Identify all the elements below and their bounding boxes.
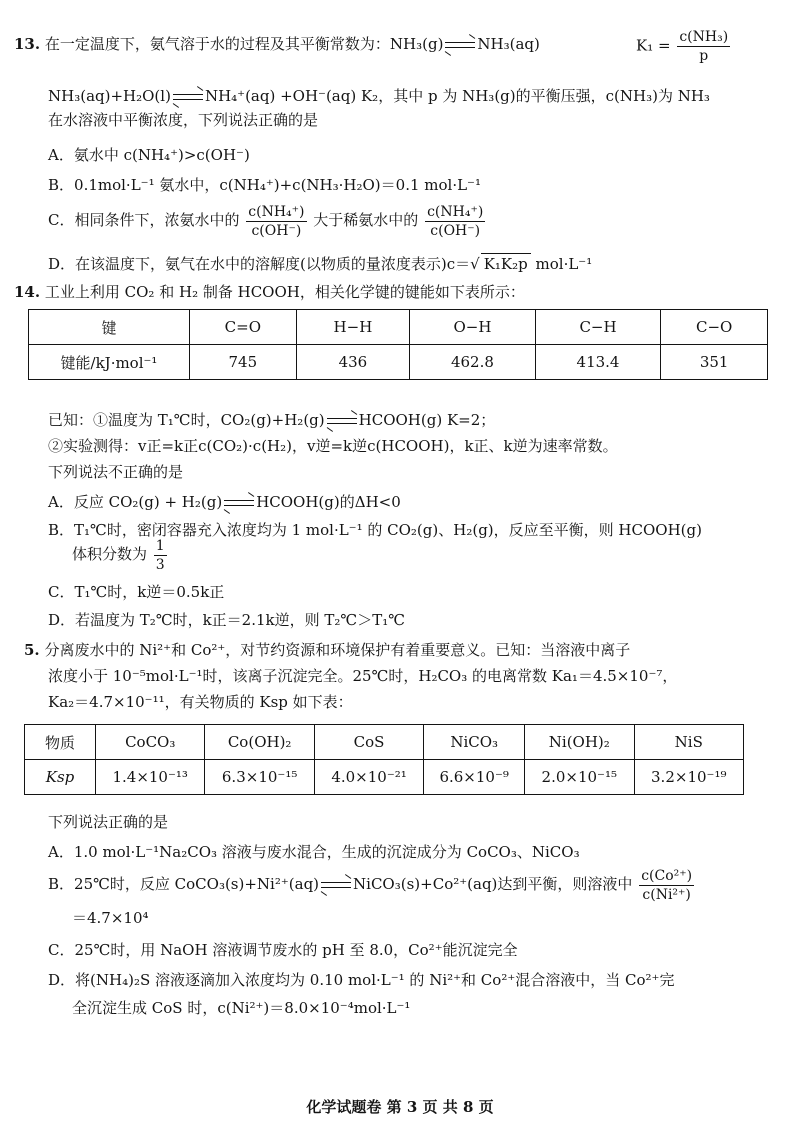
- q15-stem-1: 5. 分离废水中的 Ni²⁺和 Co²⁺，对节约资源和环境保护有着重要意义。已知：当溶液中离子: [24, 641, 631, 659]
- table-cell: 6.6×10⁻⁹: [424, 760, 525, 795]
- q13-option-d: D．在该温度下，氨气在水中的溶解度(以物质的量浓度表示)c＝√ K₁K₂p mol·L⁻¹: [48, 255, 593, 273]
- table-cell: C=O: [190, 310, 297, 345]
- table-cell: 413.4: [535, 345, 661, 380]
- q15-option-d-line1: D．将(NH₄)₂S 溶液逐滴加入浓度均为 0.10 mol·L⁻¹ 的 Ni²⁺和 Co²⁺混合溶液中，当 Co²⁺完: [48, 971, 675, 989]
- table-cell: Co(OH)₂: [205, 725, 314, 760]
- table-cell: 1.4×10⁻¹³: [96, 760, 205, 795]
- table-cell: 2.0×10⁻¹⁵: [525, 760, 634, 795]
- table-cell: 3.2×10⁻¹⁹: [634, 760, 744, 795]
- bond-energy-table: [28, 309, 768, 380]
- q15-ask: 下列说法正确的是: [48, 813, 169, 831]
- q15-number: 5.: [24, 641, 40, 659]
- q13-stem-line1: 13. 在一定温度下，氨气溶于水的过程及其平衡常数为：NH₃(g) NH₃(aq): [14, 34, 540, 54]
- table-cell: 462.8: [410, 345, 536, 380]
- table-row: [25, 760, 744, 795]
- table-cell: CoCO₃: [96, 725, 205, 760]
- q15-option-a: A．1.0 mol·L⁻¹Na₂CO₃ 溶液与废水混合，生成的沉淀成分为 CoCO₃、NiCO₃: [48, 843, 580, 861]
- table-cell: 物质: [25, 725, 96, 760]
- table-cell: 436: [296, 345, 410, 380]
- q15-stem-3: Ka₂＝4.7×10⁻¹¹，有关物质的 Ksp 如下表：: [48, 693, 353, 711]
- q13-option-b: B．0.1mol·L⁻¹ 氨水中，c(NH₄⁺)+c(NH₃·H₂O)＝0.1 mol·L⁻¹: [48, 176, 481, 194]
- q15-option-b: B．25℃时，反应 CoCO₃(s)+Ni²⁺(aq) NiCO₃(s)+Co²⁺(aq)达到平衡，则溶液中 $\frac{\text{c(Co²⁺)}}{\text{c(Ni²⁺)}}$: [48, 867, 693, 903]
- equilibrium-arrow-icon: [445, 40, 475, 50]
- q14-option-c: C．T₁℃时，k逆＝0.5k正: [48, 583, 225, 601]
- equilibrium-arrow-icon: [224, 498, 254, 508]
- q13-number: 13.: [14, 35, 41, 53]
- table-cell: 6.3×10⁻¹⁵: [205, 760, 314, 795]
- sqrt-expression: K₁K₂p: [481, 253, 531, 274]
- ksp-table: [24, 724, 744, 795]
- table-row: [29, 345, 768, 380]
- table-row: [29, 310, 768, 345]
- q13-c-fraction-2: $\frac{\text{c(NH₄⁺)}}{c(OH^-)}$: [427, 203, 484, 239]
- equilibrium-arrow-icon: [173, 92, 203, 102]
- q14-option-b-line1: B．T₁℃时，密闭容器充入浓度均为 1 mol·L⁻¹ 的 CO₂(g)、H₂(g)，反应至平衡，则 HCOOH(g): [48, 521, 702, 539]
- table-cell: C−H: [535, 310, 661, 345]
- q14-option-b-line2: 体积分数为 $\frac{1}{3}$: [72, 537, 165, 573]
- q13-option-a: A．氨水中 c(NH₄⁺)>c(OH⁻): [48, 146, 250, 164]
- q13-option-c: C．相同条件下，浓氨水中的 $\frac{\text{c(NH₄⁺)}}{c(OH^-)}$ 大于稀氨水中的 $\frac{\text{c(NH₄⁺)}}{c(OH^-)}$: [48, 203, 484, 239]
- table-cell: Ksp: [25, 760, 96, 795]
- q14-b-fraction: $\frac{1}{3}$: [155, 537, 165, 573]
- q14-known-2: ②实验测得：v正=k正c(CO₂)·c(H₂)，v逆=k逆c(HCOOH)，k正、k逆为速率常数。: [48, 437, 618, 455]
- q13-k1-expression: K₁ = $\frac{\text{c(NH₃)}}{p}$: [636, 29, 729, 64]
- q13-stem-line3: 在水溶液中平衡浓度，下列说法正确的是: [48, 111, 319, 129]
- q14-number: 14.: [14, 283, 41, 301]
- q15-option-b-result: ＝4.7×10⁴: [72, 909, 149, 927]
- table-row: [25, 725, 744, 760]
- q15-option-c: C．25℃时，用 NaOH 溶液调节废水的 pH 至 8.0，Co²⁺能沉淀完全: [48, 941, 518, 959]
- table-cell: O−H: [410, 310, 536, 345]
- table-cell: Ni(OH)₂: [525, 725, 634, 760]
- table-cell: 745: [190, 345, 297, 380]
- table-cell: 键: [29, 310, 190, 345]
- equilibrium-arrow-icon: [327, 416, 357, 426]
- q14-ask: 下列说法不正确的是: [48, 463, 184, 481]
- table-cell: CoS: [314, 725, 423, 760]
- q13-stem-line2: NH₃(aq)+H₂O(l) NH₄⁺(aq) +OH⁻(aq) K₂，其中 p 为 NH₃(g)的平衡压强，c(NH₃)为 NH₃: [48, 86, 710, 106]
- q14-option-a: A．反应 CO₂(g) + H₂(g) HCOOH(g)的ΔH<0: [48, 492, 401, 512]
- q14-stem: 14. 工业上利用 CO₂ 和 H₂ 制备 HCOOH，相关化学键的键能如下表所示：: [14, 283, 525, 301]
- table-cell: H−H: [296, 310, 410, 345]
- table-cell: NiCO₃: [424, 725, 525, 760]
- q14-known-1: 已知：①温度为 T₁℃时，CO₂(g)+H₂(g) HCOOH(g) K=2；: [48, 410, 495, 430]
- table-cell: 键能/kJ·mol⁻¹: [29, 345, 190, 380]
- q13-c-fraction-1: $\frac{\text{c(NH₄⁺)}}{c(OH^-)}$: [248, 203, 305, 239]
- q15-b-fraction: $\frac{\text{c(Co²⁺)}}{\text{c(Ni²⁺)}}$: [641, 867, 693, 903]
- q13-k1-fraction: $\frac{\text{c(NH₃)}}{p}$: [679, 29, 729, 64]
- table-cell: 351: [661, 345, 768, 380]
- q14-option-d: D．若温度为 T₂℃时，k正＝2.1k逆，则 T₂℃＞T₁℃: [48, 611, 405, 629]
- table-cell: 4.0×10⁻²¹: [314, 760, 423, 795]
- q15-stem-2: 浓度小于 10⁻⁵mol·L⁻¹时，该离子沉淀完全。25℃时，H₂CO₃ 的电离常数 Ka₁＝4.5×10⁻⁷，: [48, 667, 678, 685]
- page-footer: 化学试题卷 第 3 页 共 8 页: [306, 1098, 494, 1116]
- table-cell: C−O: [661, 310, 768, 345]
- equilibrium-arrow-icon: [321, 880, 351, 890]
- table-cell: NiS: [634, 725, 744, 760]
- q15-option-d-line2: 全沉淀生成 CoS 时，c(Ni²⁺)＝8.0×10⁻⁴mol·L⁻¹: [72, 999, 411, 1017]
